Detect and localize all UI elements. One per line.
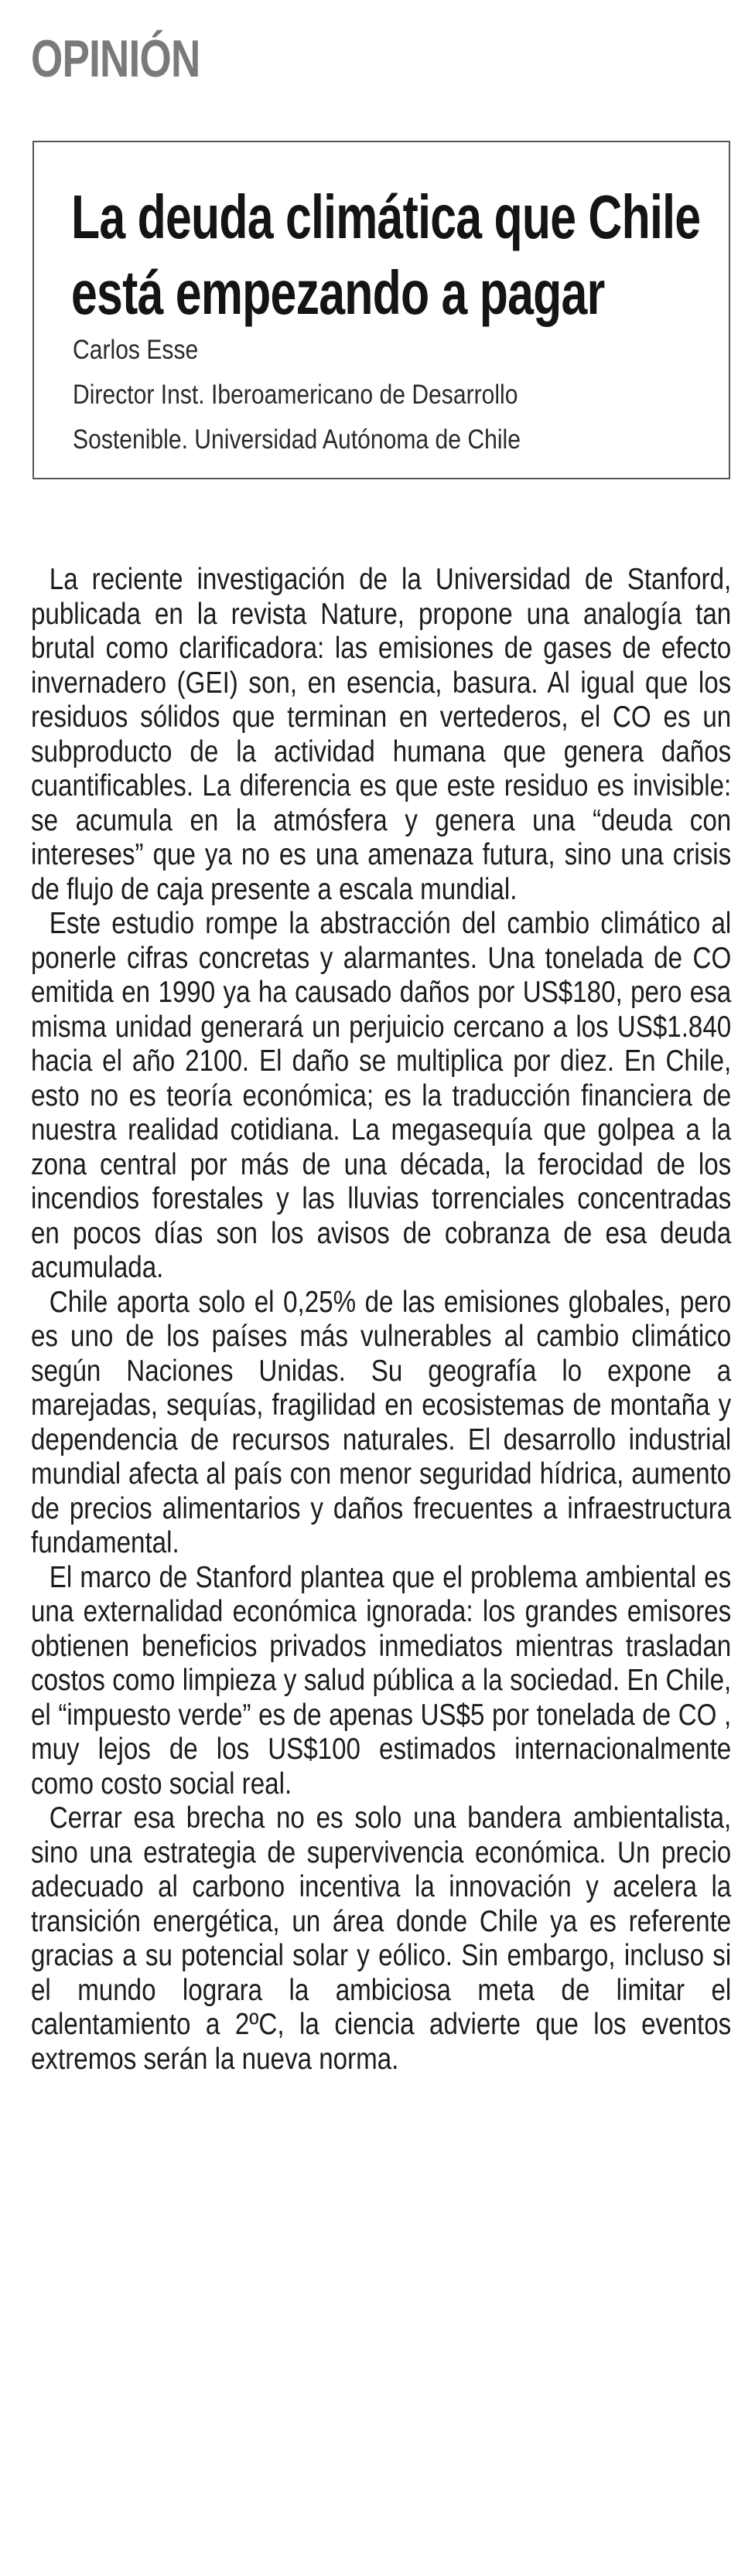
author-role-line-2: Sostenible. Universidad Autónoma de Chile — [73, 424, 521, 455]
paragraph-2: Este estudio rompe la abstracción del cambio climático al ponerle cifras concretas y alarmantes. Una tonelada de CO emitida en 1990 ya ha causado daños por US$180, pero esa misma unidad generará un perjuicio cercano a los US$1.840 hacia el año 2100. El daño se multiplica por diez. En Chile, esto no es teoría económica; es la traducción financiera de nuestra realidad cotidiana. La megasequía que golpea a la zona central por más de una década, la ferocidad de los incendios forestales y las lluvias torrenciales concentradas en pocos días son los avisos de cobranza de esa deuda acumulada. — [31, 907, 732, 1284]
author-role-line-1: Director Inst. Iberoamericano de Desarrollo — [73, 380, 518, 410]
article-header-box — [32, 141, 730, 479]
article-title: La deuda climática que Chile está empezando a pagar — [71, 182, 701, 327]
byline — [73, 328, 725, 462]
paragraph-5: Cerrar esa brecha no es solo una bandera ambientalista, sino una estrategia de supervivencia económica. Un precio adecuado al carbono incentiva la innovación y acelera la transición energética, un área donde Chile ya es referente gracias a su potencial solar y eólico. Sin embargo, incluso si el mundo lograra la ambiciosa meta de limitar el calentamiento a 2ºC, la ciencia advierte que los eventos extremos serán la nueva norma. — [31, 1801, 732, 2076]
author-name: Carlos Esse — [73, 335, 199, 365]
section-label: OPINIÓN — [31, 29, 200, 88]
paragraph-4: El marco de Stanford plantea que el problema ambiental es una externalidad económica ignorada: los grandes emisores obtienen beneficios privados inmediatos mientras trasladan costos como limpieza y salud pública a la sociedad. En Chile, el “impuesto verde” es de apenas US$5 por tonelada de CO , muy lejos de los US$100 estimados internacionalmente como costo social real. — [31, 1560, 732, 1801]
paragraph-3: Chile aporta solo el 0,25% de las emisiones globales, pero es uno de los países más vulnerables al cambio climático según Naciones Unidas. Su geografía lo expone a marejadas, sequías, fragilidad en ecosistemas de montaña y dependencia de recursos naturales. El desarrollo industrial mundial afecta al país con menor seguridad hídrica, aumento de precios alimentarios y daños frecuentes a infraestructura fundamental. — [31, 1285, 732, 1559]
paragraph-1: La reciente investigación de la Universidad de Stanford, publicada en la revista Nature, propone una analogía tan brutal como clarificadora: las emisiones de gases de efecto invernadero (GEI) son, en esencia, basura. Al igual que los residuos sólidos que terminan en vertederos, el CO es un subproducto de la actividad humana que genera daños cuantificables. La diferencia es que este residuo es invisible: se acumula en la atmósfera y genera una “deuda con intereses” que ya no es una amenaza futura, sino una crisis de flujo de caja presente a escala mundial. — [31, 563, 732, 906]
article-body — [31, 563, 731, 2077]
